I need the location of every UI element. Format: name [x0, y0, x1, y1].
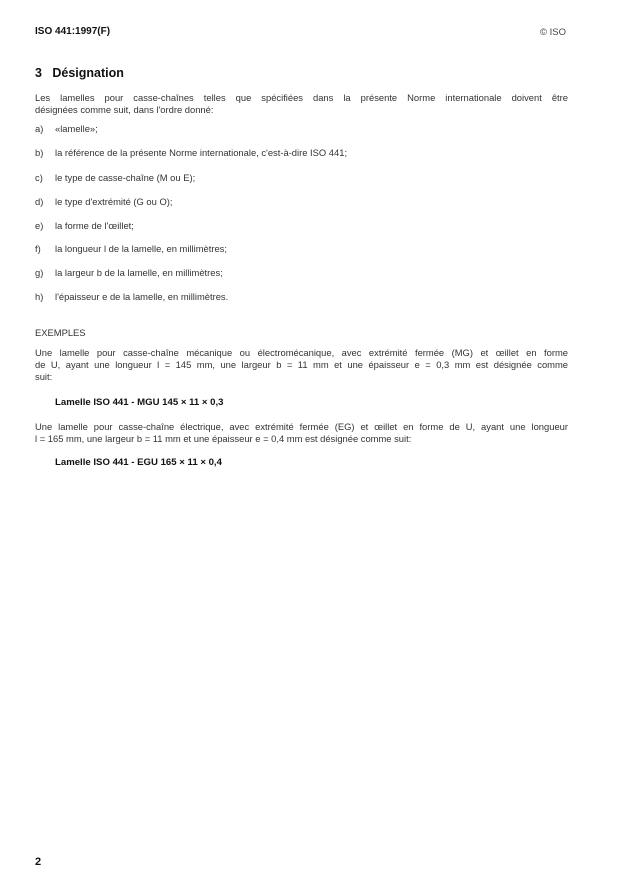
example1-line: de U, ayant une longueur l = 145 mm, une largeur b = 11 mm et une épaisseur e = 0,3 mm est désignée comme [35, 359, 568, 370]
list-label: b) [35, 147, 44, 158]
intro-line: Les lamelles pour casse-chaînes telles que spécifiées dans la présente Norme internationale doivent être [35, 92, 568, 103]
example2-line: Une lamelle pour casse-chaîne électrique, avec extrémité fermée (EG) et œillet en forme de U, ayant une longueur [35, 421, 568, 432]
list-item: l'épaisseur e de la lamelle, en millimètres. [55, 291, 229, 302]
intro-line: désignées comme suit, dans l'ordre donné: [35, 104, 214, 115]
example1-line: Une lamelle pour casse-chaîne mécanique ou électromécanique, avec extrémité fermée (MG) et œillet en forme [35, 347, 568, 358]
list-label: f) [35, 243, 41, 254]
list-label: h) [35, 291, 44, 302]
list-label: g) [35, 267, 44, 278]
list-item: la longueur l de la lamelle, en millimètres; [55, 243, 227, 254]
list-item: la largeur b de la lamelle, en millimètres; [55, 267, 223, 278]
list-label: d) [35, 196, 44, 207]
list-label: e) [35, 220, 44, 231]
list-label: a) [35, 123, 44, 134]
list-item: le type d'extrémité (G ou O); [55, 196, 173, 207]
list-item: le type de casse-chaîne (M ou E); [55, 172, 196, 183]
list-item: la référence de la présente Norme internationale, c'est-à-dire ISO 441; [55, 147, 348, 158]
copyright-notice: © ISO [540, 27, 567, 38]
examples-heading: EXEMPLES [35, 327, 86, 338]
section-heading [35, 66, 124, 80]
list-item: «lamelle»; [55, 123, 98, 134]
designation-example-2: Lamelle ISO 441 - EGU 165 × 11 × 0,4 [55, 457, 222, 468]
page-number: 2 [35, 856, 42, 868]
example2-line: l = 165 mm, une largeur b = 11 mm et une épaisseur e = 0,4 mm est désignée comme suit: [35, 433, 412, 444]
section-title: Désignation [52, 66, 124, 80]
section-number: 3 [35, 66, 42, 80]
list-label: c) [35, 172, 43, 183]
example1-line: suit: [35, 371, 53, 382]
document-id: ISO 441:1997(F) [35, 26, 111, 37]
list-item: la forme de l'œillet; [55, 220, 134, 231]
designation-example-1: Lamelle ISO 441 - MGU 145 × 11 × 0,3 [55, 397, 224, 408]
